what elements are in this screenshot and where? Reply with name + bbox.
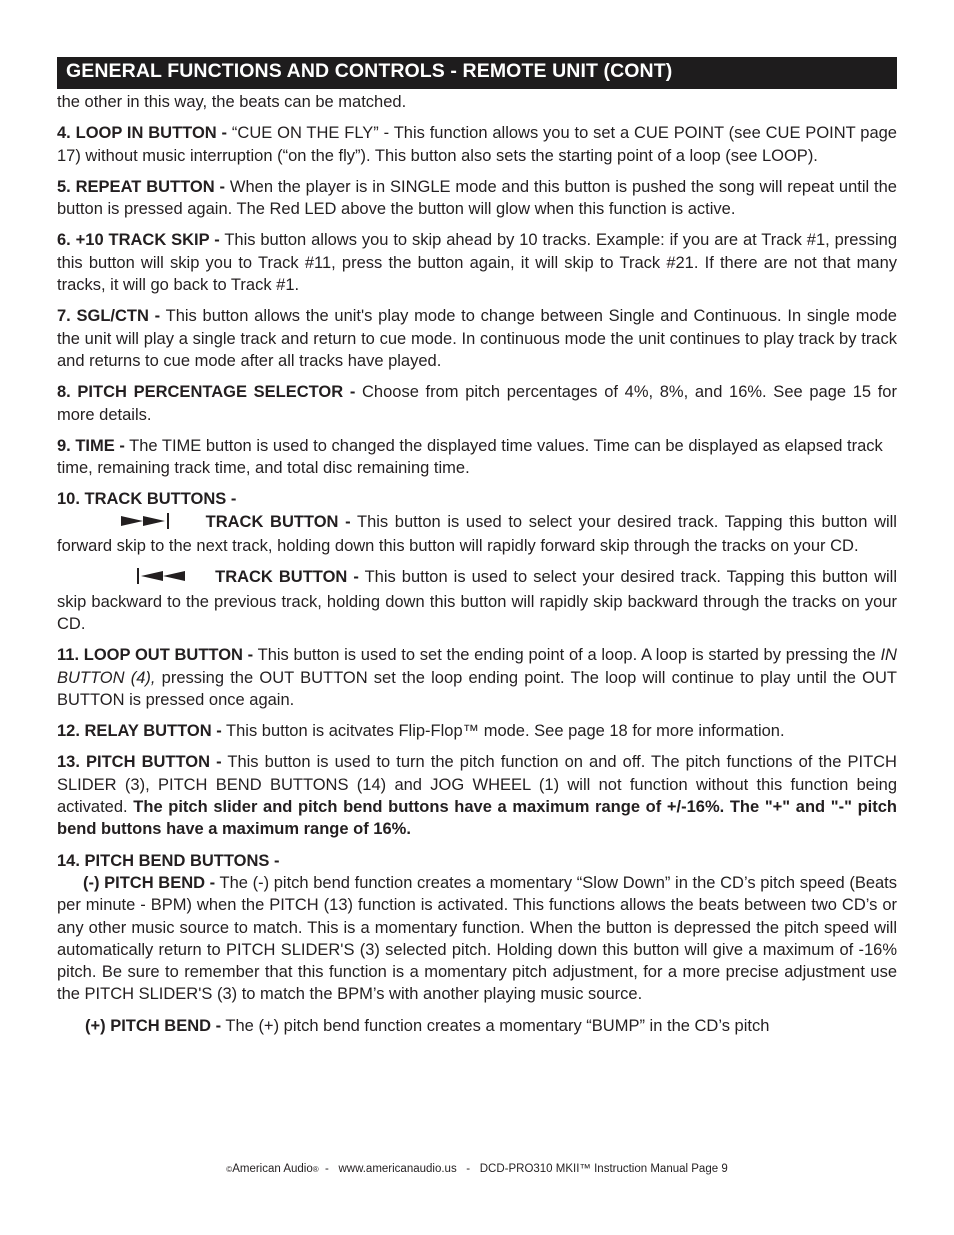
track-forward — [57, 511, 897, 558]
section-title: GENERAL FUNCTIONS AND CONTROLS - REMOTE UNIT (CONT) — [66, 60, 673, 82]
item-label: 11. LOOP OUT BUTTON - — [57, 646, 254, 665]
pitch-bend-plus — [57, 1015, 897, 1037]
item-label: 6. +10 TRACK SKIP - — [57, 231, 220, 250]
item-text: When the player is in SINGLE mode and this button is pushed the song will repeat until the button is pressed again. The Red LED above the button will glow when this function is active. — [57, 177, 897, 219]
page-footer — [0, 1163, 954, 1175]
item-label: 12. RELAY BUTTON - — [57, 722, 222, 741]
item-pitch-bend — [57, 850, 897, 872]
skip-backward-icon — [97, 568, 191, 590]
item-label: 7. SGL/CTN - — [57, 307, 161, 326]
item-text: Choose from pitch percentages of 4%, 8%, and 16%. See page 15 for more details. — [57, 383, 897, 424]
item-text: pressing the OUT BUTTON set the loop ending point. The loop will continue to play until the OUT BUTTON is pressed once again. — [57, 668, 897, 709]
item-relay — [57, 720, 897, 742]
item-text: This button is used to select your desired track. Tapping this button will skip backward to the previous track, holding down this button will rapidly skip backward through the tracks on your CD. — [57, 568, 897, 633]
item-text: This button is used to turn the pitch function on and off. The pitch functions of the PITCH SLIDER (3), PITCH BEND BUTTONS (14) and JOG WHEEL (1) will not function without this function being activated. — [57, 753, 897, 817]
item-loop-out — [57, 644, 897, 711]
item-sgl-ctn — [57, 305, 897, 372]
item-label: 9. TIME - — [57, 436, 125, 455]
item-track-buttons — [57, 488, 897, 510]
footer-manual-page: DCD-PRO310 MKII™ Instruction Manual Page 9 — [479, 1163, 728, 1175]
item-text: The (-) pitch bend function creates a momentary “Slow Down” in the CD’s pitch speed (Beats per minute - BPM) when the PITCH (13) function is activated. This functions allows the beats between two CD’s or any other music source to match. This is a momentary function. When the button is depressed the pitch speed will automatically return to PITCH SLIDER'S (3) selected pitch. Holding down this button will give a maximum of -16% pitch. Be sure to remember that this function is a momentary pitch adjustment, for a more precise adjustment use the PITCH SLIDER'S (3) to match the BPM’s with another playing music source. — [57, 873, 898, 1004]
footer-brand: American Audio — [232, 1163, 313, 1175]
item-label: 13. PITCH BUTTON - — [57, 753, 222, 772]
item-text: This button is used to select your desired track. Tapping this button will forward skip to the next track, holding down this button will rapidly forward skip through the tracks on your CD. — [57, 512, 897, 556]
item-text: “CUE ON THE FLY” - This function allows you to set a CUE POINT (see CUE POINT page 17) without music interruption (“on the fly”). This button also sets the starting point of a loop (see LOOP). — [57, 124, 897, 165]
item-label: 5. REPEAT BUTTON - — [57, 177, 226, 196]
item-text: This button is acitvates Flip-Flop™ mode. See page 18 for more information. — [226, 722, 785, 741]
footer-separator: - — [318, 1163, 339, 1175]
footer-separator: - — [456, 1163, 480, 1175]
item-label: 4. LOOP IN BUTTON - — [57, 124, 228, 143]
item-label: 10. TRACK BUTTONS - — [57, 490, 237, 509]
registered-symbol: ® — [312, 1165, 319, 1174]
item-text: The TIME button is used to changed the displayed time values. Time can be displayed as elapsed track time, remaining track time, and total disc remaining time. — [57, 436, 883, 478]
track-backward — [57, 566, 897, 635]
page-content — [57, 91, 897, 1046]
item-label: TRACK BUTTON - — [215, 568, 359, 587]
item-label: 14. PITCH BEND BUTTONS - — [57, 851, 280, 870]
item-text: This button allows the unit's play mode to change between Single and Continuous. In single mode the unit will play a single track and return to cue mode. In continuous mode the unit continues to play track by track and returns to cue mode after all tracks have played. — [57, 307, 897, 370]
item-loop-in — [57, 122, 897, 167]
item-track-skip — [57, 229, 897, 296]
pitch-bend-minus — [57, 872, 897, 1006]
item-text: This button is used to set the ending point of a loop. A loop is started by pressing the — [257, 646, 881, 665]
section-header — [57, 57, 897, 89]
item-label: 8. PITCH PERCENTAGE SELECTOR - — [57, 383, 356, 402]
item-label: (+) PITCH BEND - — [85, 1016, 222, 1035]
item-emphasis: IN BUTTON (4), — [57, 646, 897, 687]
item-text: The (+) pitch bend function creates a momentary “BUMP” in the CD’s pitch — [225, 1016, 770, 1035]
copyright-symbol: © — [226, 1165, 233, 1174]
item-label: (-) PITCH BEND - — [83, 873, 216, 892]
item-pitch — [57, 751, 897, 840]
item-pitch-selector — [57, 381, 897, 426]
item-text: This button allows you to skip ahead by 10 tracks. Example: if you are at Track #1, pressing this button will skip you to Track #11, press the button again, it will skip to Track #21. If there are not that many tracks, it will go back to Track #1. — [57, 231, 897, 295]
intro-text: the other in this way, the beats can be matched. — [57, 93, 407, 111]
item-repeat — [57, 176, 897, 221]
item-label: TRACK BUTTON - — [205, 512, 351, 531]
item-time — [57, 435, 897, 480]
skip-forward-icon — [89, 513, 179, 535]
item-bold-text: The pitch slider and pitch bend buttons have a maximum range of +/-16%. The "+" and "-" pitch bend buttons have a maximum range of 16%. — [57, 798, 897, 839]
footer-url: www.americanaudio.us — [338, 1163, 457, 1175]
